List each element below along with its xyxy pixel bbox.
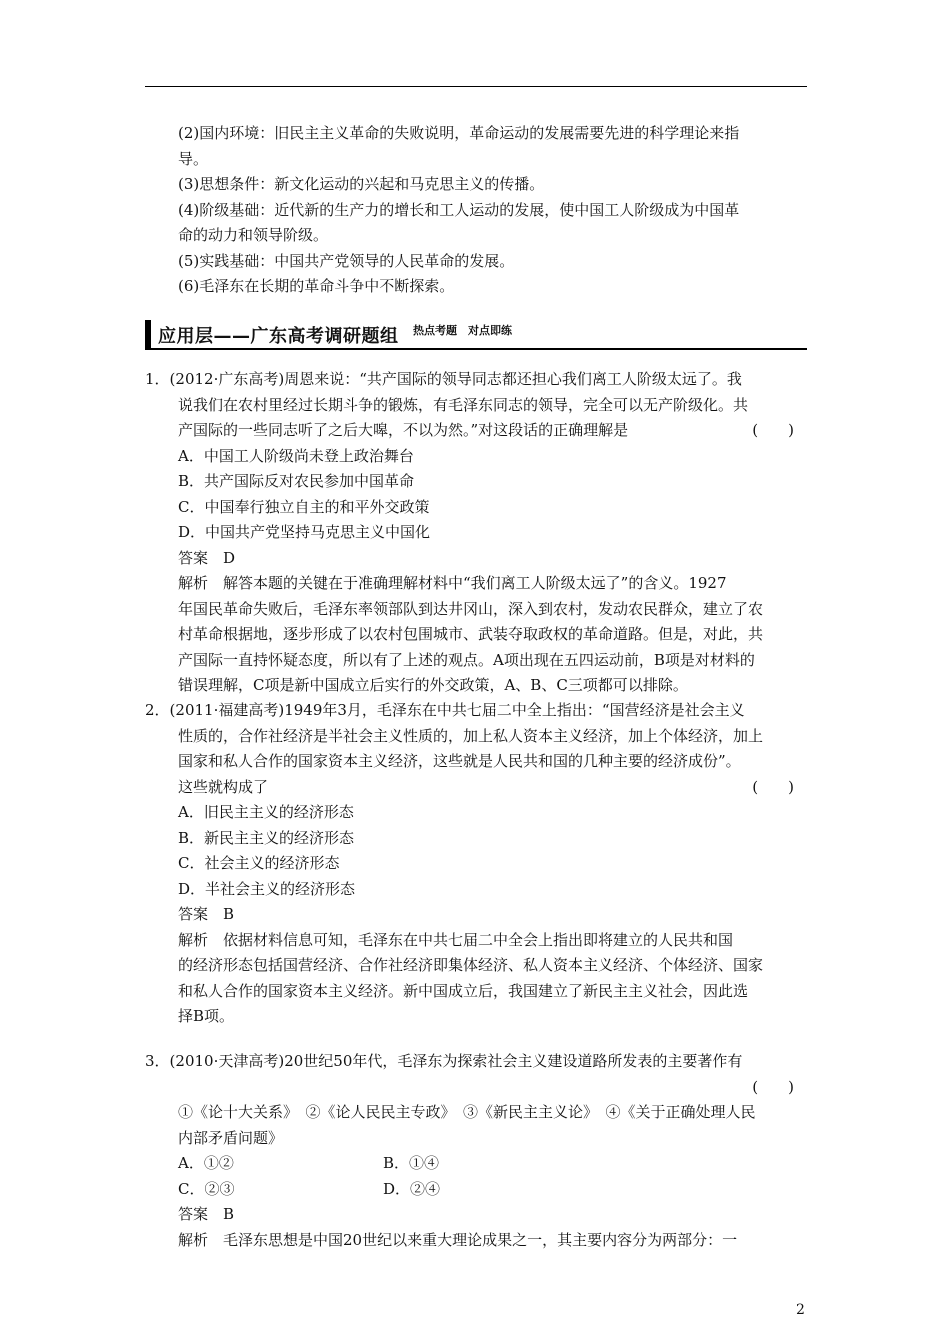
q1-answer: 答案 D bbox=[178, 548, 236, 567]
q2-stem-line: 2．(2011·福建高考)1949年3月，毛泽东在中共七届二中全上指出：“国营经济是社会主义 bbox=[145, 701, 745, 719]
intro-line: (2)国内环境：旧民主主义革命的失败说明，革命运动的发展需要先进的科学理论来指 bbox=[178, 124, 740, 142]
intro-line: (3)思想条件：新文化运动的兴起和马克思主义的传播。 bbox=[178, 175, 545, 193]
q1-option-c: C．中国奉行独立自主的和平外交政策 bbox=[178, 497, 430, 516]
q1-option-d: D．中国共产党坚持马克思主义中国化 bbox=[178, 523, 431, 541]
q3-stem: 3．(2010·天津高考)20世纪50年代，毛泽东为探索社会主义建设道路所发表的主要著作有 bbox=[145, 1052, 743, 1070]
q1-analysis-line: 村革命根据地，逐步形成了以农村包围城市、武装夺取政权的革命道路。但是，对此，共 bbox=[178, 625, 764, 643]
q2-stem-line: 国家和私人合作的国家资本主义经济，这些就是人民共和国的几种主要的经济成份”。 bbox=[178, 752, 741, 770]
intro-line: 导。 bbox=[178, 149, 209, 168]
q1-option-b: B．共产国际反对农民参加中国革命 bbox=[178, 472, 415, 490]
q3-answer: 答案 B bbox=[178, 1205, 235, 1223]
question-3 bbox=[145, 1049, 810, 1253]
q1-analysis-line: 年国民革命失败后，毛泽东率领部队到达井冈山，深入到农村，发动农民群众，建立了农 bbox=[178, 599, 764, 618]
section-header bbox=[145, 318, 807, 350]
q3-option-b: B．①④ bbox=[383, 1154, 440, 1172]
q2-stem-line: 这些就构成了 bbox=[178, 777, 269, 796]
section-bar bbox=[145, 320, 151, 348]
question-2 bbox=[145, 698, 810, 1030]
q3-options-row bbox=[145, 1177, 810, 1203]
q3-items-line: ①《论十大关系》 ②《论人民民主专政》 ③《新民主主义论》 ④《关于正确处理人民 bbox=[178, 1103, 756, 1121]
q1-stem-line: 产国际的一些同志听了之后大嗥，不以为然。”对这段话的正确理解是 bbox=[178, 421, 629, 439]
q3-options-row bbox=[145, 1151, 810, 1177]
question-1 bbox=[145, 367, 810, 699]
intro-line: (4)阶级基础：近代新的生产力的增长和工人运动的发展，使中国工人阶级成为中国革 bbox=[178, 200, 740, 219]
intro-line: (6)毛泽东在长期的革命斗争中不断探索。 bbox=[178, 277, 455, 295]
q2-analysis-line: 解析 依据材料信息可知，毛泽东在中共七届二中全会上指出即将建立的人民共和国 bbox=[178, 930, 734, 949]
intro-line: 命的动力和领导阶级。 bbox=[178, 226, 329, 244]
q2-option-d: D．半社会主义的经济形态 bbox=[178, 879, 356, 898]
q1-answer-paren: ( ) bbox=[752, 421, 794, 439]
q2-analysis-line: 和私人合作的国家资本主义经济。新中国成立后，我国建立了新民主主义社会，因此选 bbox=[178, 981, 749, 1000]
q1-stem-line: 说我们在农村里经过长期斗争的锻炼，有毛泽东同志的领导，完全可以无产阶级化。共 bbox=[178, 395, 749, 414]
section-subtitle: 热点考题 对点即练 bbox=[413, 324, 512, 337]
q2-analysis-line: 择B项。 bbox=[178, 1007, 235, 1025]
q3-answer-paren: ( ) bbox=[752, 1077, 794, 1096]
intro-line: (5)实践基础：中国共产党领导的人民革命的发展。 bbox=[178, 251, 515, 270]
q2-answer-paren: ( ) bbox=[752, 777, 794, 796]
page-number: 2 bbox=[796, 1302, 805, 1318]
q2-answer: 答案 B bbox=[178, 905, 235, 923]
q3-items-line: 内部矛盾问题》 bbox=[178, 1128, 284, 1147]
q2-option-c: C．社会主义的经济形态 bbox=[178, 854, 340, 872]
q1-stem-line: 1．(2012·广东高考)周恩来说：“共产国际的领导同志都还担心我们离工人阶级太远了。我 bbox=[145, 370, 742, 388]
section-title: 应用层——广东高考调研题组 bbox=[158, 326, 399, 347]
q1-option-a: A．中国工人阶级尚未登上政治舞台 bbox=[178, 446, 414, 465]
q2-analysis-line: 的经济形态包括国营经济、合作社经济即集体经济、私人资本主义经济、个体经济、国家 bbox=[178, 956, 764, 974]
q2-option-a: A．旧民主主义的经济形态 bbox=[178, 803, 354, 821]
q3-option-d: D．②④ bbox=[383, 1179, 441, 1198]
q3-option-a: A．①② bbox=[178, 1154, 234, 1172]
q3-analysis-line: 解析 毛泽东思想是中国20世纪以来重大理论成果之一，其主要内容分为两部分：一 bbox=[178, 1230, 738, 1249]
q3-option-c: C．②③ bbox=[178, 1179, 235, 1198]
header-rule bbox=[145, 86, 807, 87]
q1-analysis-line: 解析 解答本题的关键在于准确理解材料中“我们离工人阶级太远了”的含义。1927 bbox=[178, 574, 727, 592]
q2-stem-line: 性质的，合作社经济是半社会主义性质的，加上私人资本主义经济，加上个体经济，加上 bbox=[178, 726, 764, 745]
q2-option-b: B．新民主主义的经济形态 bbox=[178, 828, 355, 847]
intro-text bbox=[178, 121, 808, 300]
q1-analysis-line: 产国际一直持怀疑态度，所以有了上述的观点。A项出现在五四运动前，B项是对材料的 bbox=[178, 650, 755, 669]
q1-analysis-line: 错误理解，C项是新中国成立后实行的外交政策，A、B、C三项都可以排除。 bbox=[178, 676, 688, 694]
